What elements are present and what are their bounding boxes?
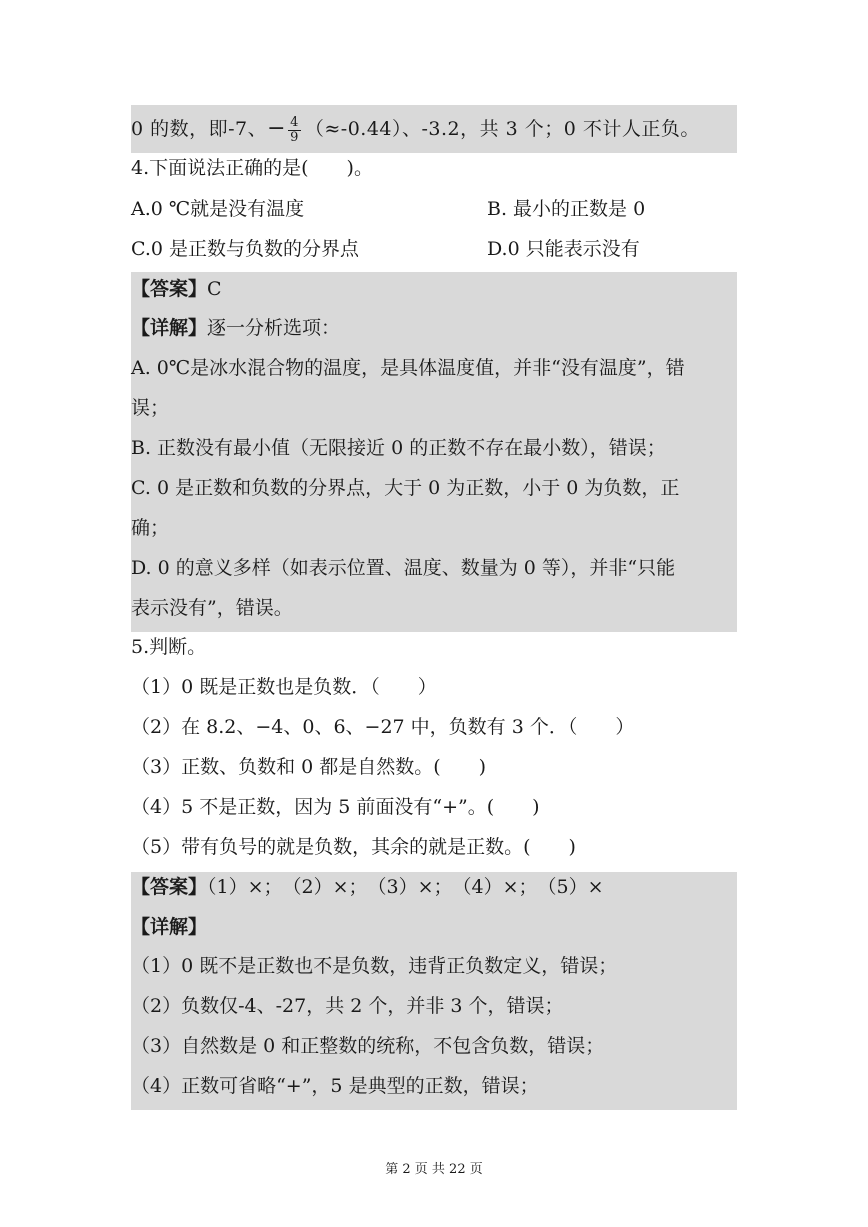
- q4-detail-label: 【详解】: [131, 317, 208, 339]
- q5-question: 5.判断。: [131, 636, 207, 658]
- q4-detail-header: [131, 308, 340, 348]
- top-line-prefix: 0 的数，即-7、: [131, 118, 268, 140]
- frac-sign: −: [267, 116, 287, 141]
- top-answer-line: [131, 106, 700, 152]
- q5-detail-label: 【详解】: [131, 916, 208, 938]
- fraction: [288, 116, 301, 145]
- q4-option-a: A.0 ℃就是没有温度: [131, 198, 305, 220]
- q4-detail-line-2: 误；: [131, 397, 170, 419]
- q5-detail-line-4: （4）正数可省略“+”，5 是典型的正数，错误；: [131, 1075, 539, 1097]
- q4-option-b: B. 最小的正数是 0: [487, 198, 646, 220]
- q4-detail-line-7: 表示没有”，错误。: [131, 597, 293, 619]
- frac-numerator: 4: [290, 114, 299, 130]
- q5-item-5: （5）带有负号的就是负数，其余的就是正数。( ): [131, 836, 576, 858]
- q5-detail-line-2: （2）负数仅-4、-27，共 2 个，并非 3 个，错误；: [131, 995, 564, 1017]
- q4-detail-line-6: D. 0 的意义多样（如表示位置、温度、数量为 0 等），并非“只能: [131, 557, 676, 579]
- q4-answer: [131, 269, 222, 309]
- q4-option-d: D.0 只能表示没有: [487, 238, 640, 260]
- q5-item-3: （3）正数、负数和 0 都是自然数。( ): [131, 756, 487, 778]
- q5-item-1: （1）0 既是正数也是负数．（ ）: [131, 676, 437, 698]
- q4-detail-line-4: C. 0 是正数和负数的分界点，大于 0 为正数，小于 0 为负数，正: [131, 477, 680, 499]
- q4-detail-line-5: 确；: [131, 517, 170, 539]
- q5-item-2: （2）在 8.2、−4、0、6、−27 中，负数有 3 个．（ ）: [131, 716, 635, 738]
- q5-detail-line-1: （1）0 既不是正数也不是负数，违背正负数定义，错误；: [131, 955, 618, 977]
- q4-option-c: C.0 是正数与负数的分界点: [131, 238, 360, 260]
- q4-detail-line-1: A. 0℃是冰水混合物的温度，是具体温度值，并非“没有温度”，错: [131, 357, 685, 379]
- q5-answer: [131, 867, 604, 907]
- q4-answer-label: 【答案】: [131, 278, 208, 300]
- top-line-suffix: （≈-0.44）、-3.2，共 3 个；0 不计人正负。: [304, 118, 700, 140]
- q5-answer-value: （1）×； （2）×； （3）×； （4）×； （5）×: [207, 876, 604, 898]
- frac-denominator: 9: [290, 129, 299, 145]
- q4-detail-line-3: B. 正数没有最小值（无限接近 0 的正数不存在最小数），错误；: [131, 437, 666, 459]
- q5-answer-label: 【答案】: [131, 876, 208, 898]
- q5-detail-line-3: （3）自然数是 0 和正整数的统称，不包含负数，错误；: [131, 1035, 605, 1057]
- q4-answer-value: C: [207, 278, 222, 300]
- q4-question: 4.下面说法正确的是( )。: [131, 157, 373, 179]
- page-footer: 第 2 页 共 22 页: [385, 1162, 483, 1177]
- q4-detail-intro: 逐一分析选项：: [207, 317, 341, 339]
- q5-item-4: （4）5 不是正数，因为 5 前面没有“+”。( ): [131, 796, 540, 818]
